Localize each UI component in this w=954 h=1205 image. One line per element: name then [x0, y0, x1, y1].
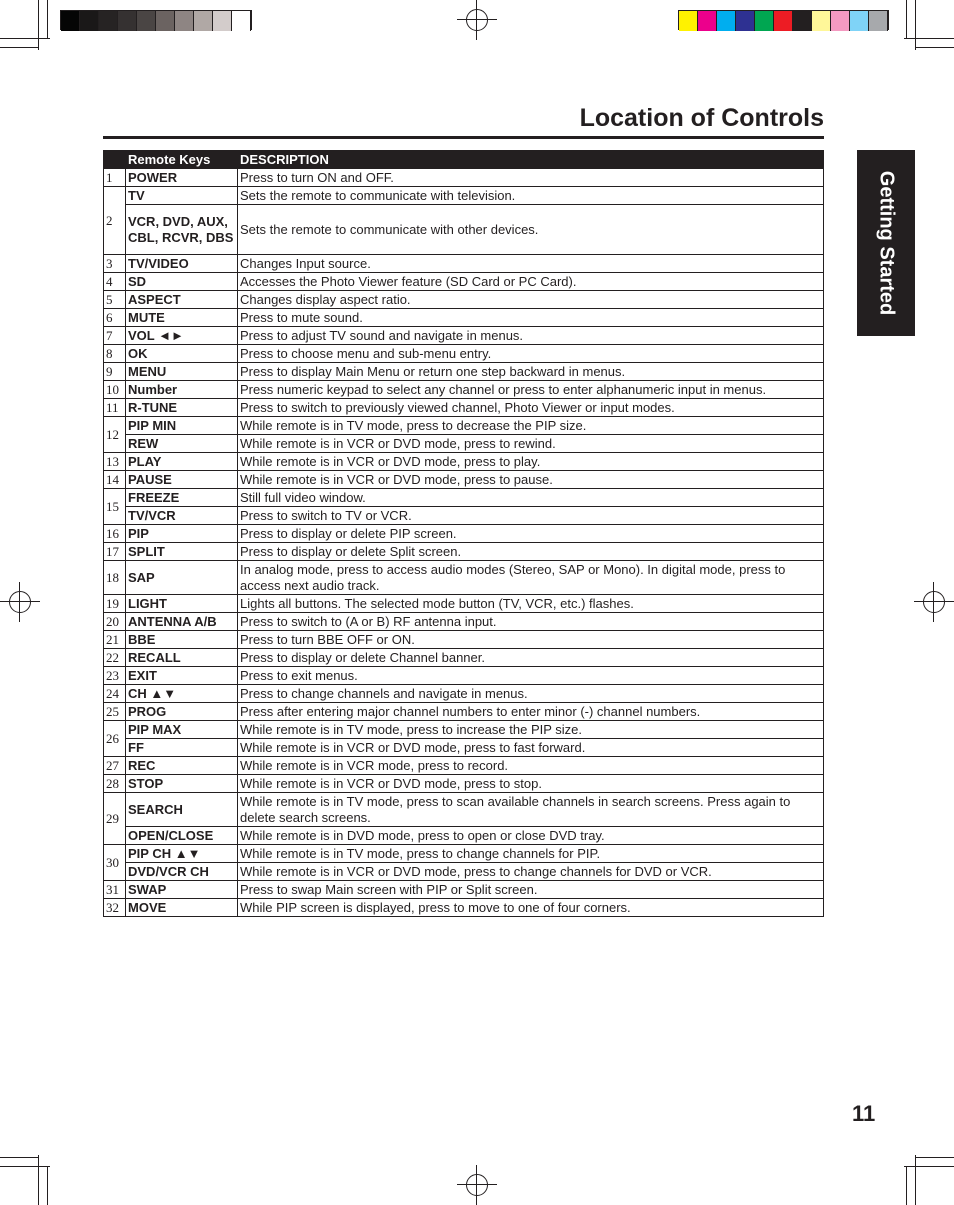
remote-key: SEARCH	[126, 793, 238, 827]
table-row	[104, 685, 824, 703]
remote-key: Number	[126, 381, 238, 399]
key-description: Sets the remote to communicate with other devices.	[238, 205, 824, 255]
remote-key: STOP	[126, 775, 238, 793]
remote-key: PIP	[126, 525, 238, 543]
table-row	[104, 775, 824, 793]
table-row	[104, 435, 824, 453]
remote-key: FF	[126, 739, 238, 757]
table-row	[104, 291, 824, 309]
row-number: 19	[104, 595, 126, 613]
key-description: Press to display Main Menu or return one step backward in menus.	[238, 363, 824, 381]
calibration-swatch	[869, 11, 888, 31]
remote-key: ASPECT	[126, 291, 238, 309]
key-description: Press to adjust TV sound and navigate in menus.	[238, 327, 824, 345]
key-description: While remote is in VCR or DVD mode, press to pause.	[238, 471, 824, 489]
key-description: Press to turn BBE OFF or ON.	[238, 631, 824, 649]
key-description: Changes Input source.	[238, 255, 824, 273]
crop-mark	[904, 38, 954, 39]
table-row	[104, 845, 824, 863]
crop-mark	[916, 1157, 954, 1158]
table-row	[104, 205, 824, 255]
row-number: 9	[104, 363, 126, 381]
table-row	[104, 489, 824, 507]
table-row	[104, 899, 824, 917]
page-number: 11	[852, 1101, 876, 1126]
crop-mark	[38, 0, 39, 50]
calibration-swatch	[156, 11, 175, 31]
key-description: Press to mute sound.	[238, 309, 824, 327]
key-description: Press numeric keypad to select any channel or press to enter alphanumeric input in menus.	[238, 381, 824, 399]
row-number: 17	[104, 543, 126, 561]
key-description: Press to turn ON and OFF.	[238, 169, 824, 187]
remote-key: VCR, DVD, AUX, CBL, RCVR, DBS	[126, 205, 238, 255]
crop-mark	[0, 1157, 38, 1158]
calibration-swatch	[717, 11, 736, 31]
row-number: 26	[104, 721, 126, 757]
crop-mark	[915, 1155, 916, 1205]
crop-mark	[0, 38, 50, 39]
table-row	[104, 309, 824, 327]
key-description: While remote is in VCR or DVD mode, press to rewind.	[238, 435, 824, 453]
remote-key: DVD/VCR CH	[126, 863, 238, 881]
remote-key: SWAP	[126, 881, 238, 899]
column-header-remote-keys: Remote Keys	[126, 151, 238, 169]
remote-key: LIGHT	[126, 595, 238, 613]
key-description: While remote is in TV mode, press to increase the PIP size.	[238, 721, 824, 739]
row-number: 15	[104, 489, 126, 525]
remote-key: MUTE	[126, 309, 238, 327]
table-row	[104, 863, 824, 881]
remote-key: SPLIT	[126, 543, 238, 561]
color-calibration-bar	[678, 10, 889, 30]
calibration-swatch	[831, 11, 850, 31]
page-title: Location of Controls	[579, 104, 824, 132]
table-row	[104, 169, 824, 187]
calibration-swatch	[118, 11, 137, 31]
table-header-row	[104, 151, 824, 169]
remote-key: REC	[126, 757, 238, 775]
row-number: 27	[104, 757, 126, 775]
remote-key: TV/VCR	[126, 507, 238, 525]
table-row	[104, 363, 824, 381]
row-number: 25	[104, 703, 126, 721]
table-row	[104, 561, 824, 595]
remote-key: BBE	[126, 631, 238, 649]
key-description: Press to display or delete Channel banner.	[238, 649, 824, 667]
table-row	[104, 381, 824, 399]
calibration-swatch	[736, 11, 755, 31]
row-number: 28	[104, 775, 126, 793]
key-description: While remote is in VCR mode, press to record.	[238, 757, 824, 775]
column-header-description: DESCRIPTION	[238, 151, 824, 169]
key-description: Press to swap Main screen with PIP or Split screen.	[238, 881, 824, 899]
key-description: Still full video window.	[238, 489, 824, 507]
key-description: While remote is in DVD mode, press to open or close DVD tray.	[238, 827, 824, 845]
key-description: Press to change channels and navigate in menus.	[238, 685, 824, 703]
row-number: 24	[104, 685, 126, 703]
calibration-swatch	[679, 11, 698, 31]
key-description: While remote is in VCR or DVD mode, press to play.	[238, 453, 824, 471]
key-description: While remote is in TV mode, press to scan available channels in search screens. Press again to delete search screens.	[238, 793, 824, 827]
calibration-swatch	[850, 11, 869, 31]
crop-mark	[906, 0, 907, 38]
table-row	[104, 631, 824, 649]
table-row	[104, 757, 824, 775]
table-row	[104, 793, 824, 827]
row-number: 4	[104, 273, 126, 291]
table-body	[104, 169, 824, 917]
calibration-swatch	[61, 11, 80, 31]
table-row	[104, 453, 824, 471]
key-description: While remote is in VCR or DVD mode, press to stop.	[238, 775, 824, 793]
remote-key: R-TUNE	[126, 399, 238, 417]
row-number: 12	[104, 417, 126, 453]
key-description: Lights all buttons. The selected mode button (TV, VCR, etc.) flashes.	[238, 595, 824, 613]
table-row	[104, 417, 824, 435]
row-number: 18	[104, 561, 126, 595]
key-description: Press to switch to previously viewed channel, Photo Viewer or input modes.	[238, 399, 824, 417]
calibration-swatch	[232, 11, 251, 31]
row-number: 8	[104, 345, 126, 363]
row-number: 23	[104, 667, 126, 685]
row-number: 1	[104, 169, 126, 187]
table-row	[104, 273, 824, 291]
calibration-swatch	[793, 11, 812, 31]
table-row	[104, 595, 824, 613]
table-row	[104, 543, 824, 561]
crop-mark	[904, 1166, 954, 1167]
key-description: Press to exit menus.	[238, 667, 824, 685]
crop-mark	[906, 1167, 907, 1205]
key-description: Changes display aspect ratio.	[238, 291, 824, 309]
key-description: Press to choose menu and sub-menu entry.	[238, 345, 824, 363]
key-description: While remote is in VCR or DVD mode, press to fast forward.	[238, 739, 824, 757]
row-number: 16	[104, 525, 126, 543]
row-number: 21	[104, 631, 126, 649]
row-number: 13	[104, 453, 126, 471]
row-number: 22	[104, 649, 126, 667]
table-row	[104, 327, 824, 345]
calibration-swatch	[213, 11, 232, 31]
remote-key: TV	[126, 187, 238, 205]
table-row	[104, 471, 824, 489]
section-tab-label: Getting Started	[875, 170, 898, 316]
remote-key: VOL ◄►	[126, 327, 238, 345]
section-tab	[857, 150, 915, 336]
row-number: 32	[104, 899, 126, 917]
row-number: 3	[104, 255, 126, 273]
key-description: While remote is in TV mode, press to decrease the PIP size.	[238, 417, 824, 435]
calibration-swatch	[755, 11, 774, 31]
key-description: Accesses the Photo Viewer feature (SD Card or PC Card).	[238, 273, 824, 291]
row-number: 7	[104, 327, 126, 345]
row-number: 2	[104, 187, 126, 255]
row-number: 30	[104, 845, 126, 881]
remote-key: REW	[126, 435, 238, 453]
key-description: While remote is in VCR or DVD mode, press to change channels for DVD or VCR.	[238, 863, 824, 881]
row-number: 14	[104, 471, 126, 489]
remote-key: OPEN/CLOSE	[126, 827, 238, 845]
calibration-swatch	[137, 11, 156, 31]
remote-key: SD	[126, 273, 238, 291]
table-row	[104, 613, 824, 631]
crop-mark	[38, 1155, 39, 1205]
calibration-swatch	[80, 11, 99, 31]
calibration-swatch	[194, 11, 213, 31]
registration-mark	[457, 1165, 497, 1205]
table-row	[104, 507, 824, 525]
key-description: Press to switch to TV or VCR.	[238, 507, 824, 525]
key-description: Press to display or delete PIP screen.	[238, 525, 824, 543]
calibration-swatch	[175, 11, 194, 31]
remote-key: PAUSE	[126, 471, 238, 489]
remote-key: PIP MIN	[126, 417, 238, 435]
key-description: While remote is in TV mode, press to change channels for PIP.	[238, 845, 824, 863]
remote-key: FREEZE	[126, 489, 238, 507]
registration-mark	[914, 582, 954, 622]
row-number: 31	[104, 881, 126, 899]
key-description: Press to display or delete Split screen.	[238, 543, 824, 561]
key-description: Press to switch to (A or B) RF antenna input.	[238, 613, 824, 631]
remote-key: CH ▲▼	[126, 685, 238, 703]
crop-mark	[916, 47, 954, 48]
row-number: 20	[104, 613, 126, 631]
registration-mark	[0, 582, 40, 622]
key-description: While PIP screen is displayed, press to move to one of four corners.	[238, 899, 824, 917]
calibration-swatch	[99, 11, 118, 31]
remote-key: TV/VIDEO	[126, 255, 238, 273]
remote-key: POWER	[126, 169, 238, 187]
title-rule	[103, 136, 824, 139]
calibration-swatch	[698, 11, 717, 31]
crop-mark	[47, 1167, 48, 1205]
remote-key: MOVE	[126, 899, 238, 917]
remote-key: OK	[126, 345, 238, 363]
table-row	[104, 827, 824, 845]
table-row	[104, 721, 824, 739]
table-row	[104, 739, 824, 757]
table-row	[104, 187, 824, 205]
registration-mark	[457, 0, 497, 40]
remote-key: PROG	[126, 703, 238, 721]
remote-key: ANTENNA A/B	[126, 613, 238, 631]
table-row	[104, 399, 824, 417]
row-number: 6	[104, 309, 126, 327]
table-row	[104, 703, 824, 721]
calibration-swatch	[812, 11, 831, 31]
table-row	[104, 345, 824, 363]
table-row	[104, 649, 824, 667]
crop-mark	[0, 1166, 50, 1167]
table-row	[104, 881, 824, 899]
remote-key: PIP CH ▲▼	[126, 845, 238, 863]
table-row	[104, 667, 824, 685]
table-row	[104, 525, 824, 543]
remote-key: PIP MAX	[126, 721, 238, 739]
key-description: Sets the remote to communicate with television.	[238, 187, 824, 205]
table-row	[104, 255, 824, 273]
key-description: In analog mode, press to access audio modes (Stereo, SAP or Mono). In digital mode, press to access next audio track.	[238, 561, 824, 595]
row-number: 5	[104, 291, 126, 309]
row-number: 29	[104, 793, 126, 845]
grayscale-calibration-bar	[60, 10, 252, 30]
column-header-number	[104, 151, 126, 169]
crop-mark	[47, 0, 48, 38]
row-number: 11	[104, 399, 126, 417]
calibration-swatch	[774, 11, 793, 31]
remote-key: MENU	[126, 363, 238, 381]
crop-mark	[0, 47, 38, 48]
remote-key: PLAY	[126, 453, 238, 471]
row-number: 10	[104, 381, 126, 399]
controls-table	[103, 150, 824, 917]
key-description: Press after entering major channel numbers to enter minor (-) channel numbers.	[238, 703, 824, 721]
crop-mark	[915, 0, 916, 50]
remote-key: SAP	[126, 561, 238, 595]
remote-key: EXIT	[126, 667, 238, 685]
remote-key: RECALL	[126, 649, 238, 667]
